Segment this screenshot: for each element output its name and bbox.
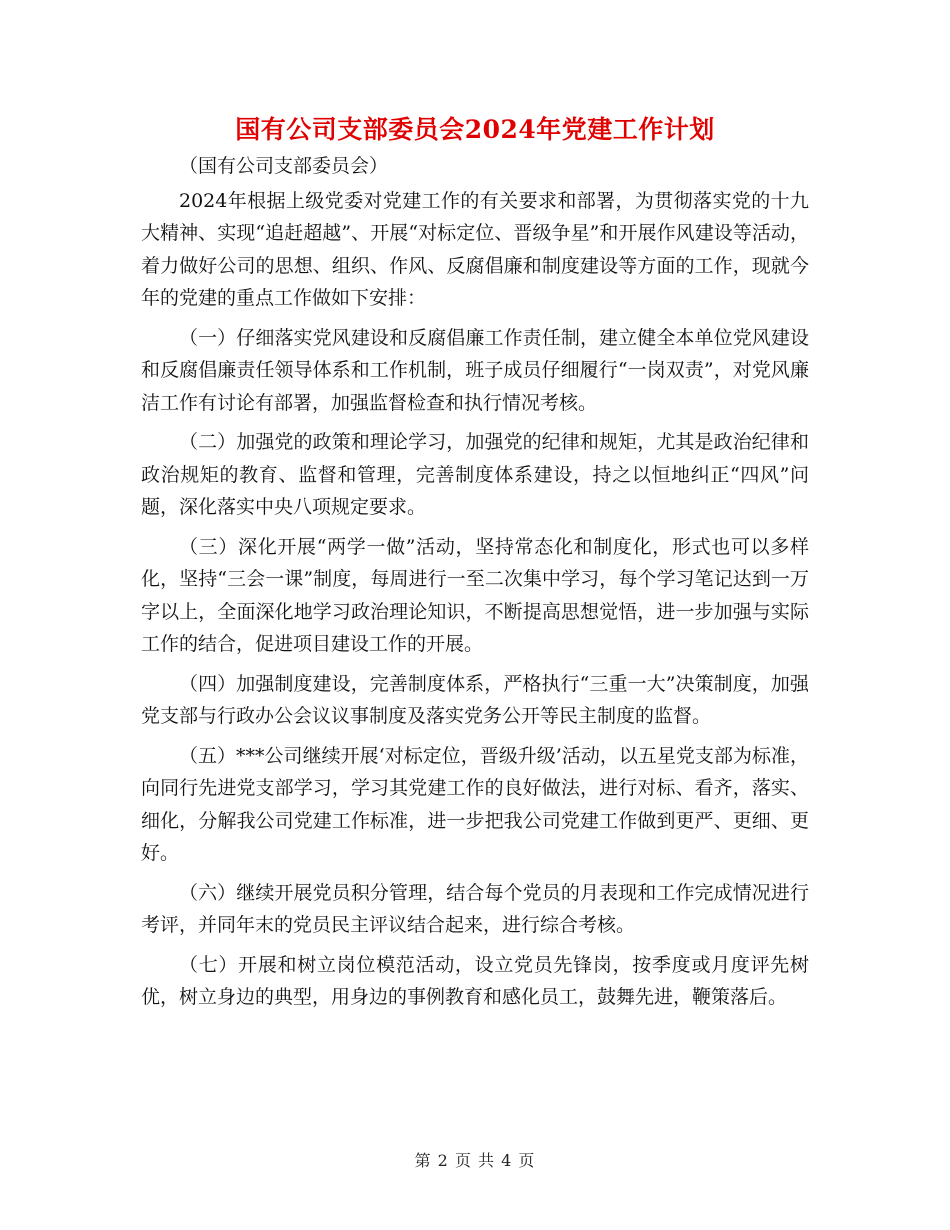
paragraph-item-5: （五）***公司继续开展‘对标定位，晋级升级’活动，以五星党支部为标准，向同行先进党支部学习，学习其党建工作的良好做法，进行对标、看齐，落实、细化，分解我公司党建工作标准，进一步把我公司党建工作做到更严、更细、更好。 <box>141 744 809 864</box>
paragraph-item-2: （二）加强党的政策和理论学习，加强党的纪律和规矩，尤其是政治纪律和政治规矩的教育、监督和管理，完善制度体系建设，持之以恒地纠正“四风”问题，深化落实中央八项规定要求。 <box>141 431 809 518</box>
paragraph-intro: 2024年根据上级党委对党建工作的有关要求和部署，为贯彻落实党的十九大精神、实现“追赶超越”、开展“对标定位、晋级争星”和开展作风建设等活动，着力做好公司的思想、组织、作风、反腐倡廉和制度建设等方面的工作，现就今年的党建的重点工作做如下安排： <box>141 189 809 309</box>
page-number-footer: 第 2 页 共 4 页 <box>414 1151 536 1170</box>
paragraph-item-4: （四）加强制度建设，完善制度体系，严格执行“三重一大”决策制度，加强党支部与行政办公会议议事制度及落实党务公开等民主制度的监督。 <box>141 672 809 727</box>
paragraph-item-7: （七）开展和树立岗位模范活动，设立党员先锋岗，按季度或月度评先树优，树立身边的典型，用身边的事例教育和感化员工，鼓舞先进，鞭策落后。 <box>141 953 809 1008</box>
document-title: 国有公司支部委员会2024年党建工作计划 <box>235 115 715 144</box>
paragraph-item-3: （三）深化开展“两学一做”活动，坚持常态化和制度化，形式也可以多样化，坚持“三会一课”制度，每周进行一至二次集中学习，每个学习笔记达到一万字以上，全面深化地学习政治理论知识，不断提高思想觉悟，进一步加强与实际工作的结合，促进项目建设工作的开展。 <box>141 535 809 655</box>
document-subtitle: （国有公司支部委员会） <box>179 155 389 177</box>
document-body <box>141 150 809 1021</box>
paragraph-item-6: （六）继续开展党员积分管理，结合每个党员的月表现和工作完成情况进行考评，并同年末的党员民主评议结合起来，进行综合考核。 <box>141 881 809 936</box>
paragraph-item-1: （一）仔细落实党风建设和反腐倡廉工作责任制，建立健全本单位党风建设和反腐倡廉责任领导体系和工作机制，班子成员仔细履行“一岗双责”，对党风廉洁工作有讨论有部署，加强监督检查和执行情况考核。 <box>141 326 809 414</box>
